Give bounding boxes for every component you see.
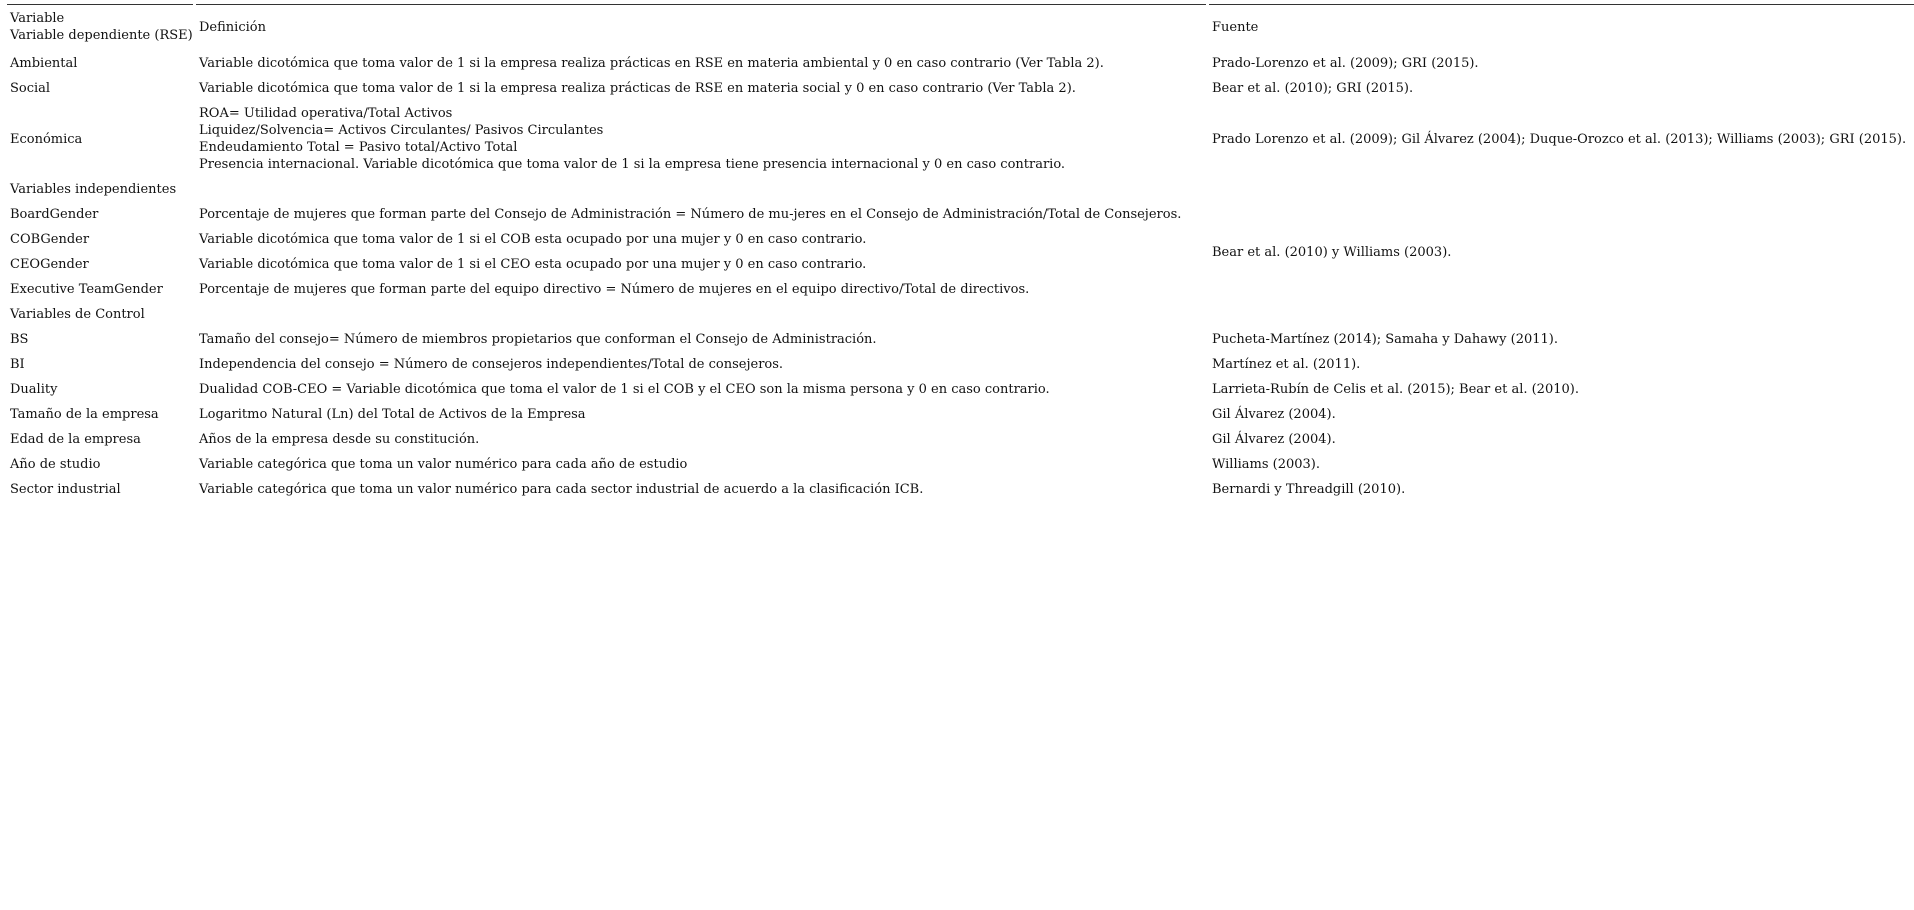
cell-definicion: Dualidad COB-CEO = Variable dicotómica que toma el valor de 1 si el COB y el CEO son la misma persona y 0 en caso contrario. bbox=[199, 382, 1050, 397]
cell-fuente: Larrieta-Rubín de Celis et al. (2015); Bear et al. (2010). bbox=[1212, 382, 1579, 397]
variables-table-container bbox=[4, 4, 1912, 502]
cell-variable: BI bbox=[10, 357, 25, 372]
cell-fuente: Prado-Lorenzo et al. (2009); GRI (2015). bbox=[1212, 56, 1479, 71]
cell-definicion: Variable dicotómica que toma valor de 1 si el COB esta ocupado por una mujer y 0 en caso contrario. bbox=[199, 232, 867, 247]
table-body bbox=[7, 51, 1914, 502]
cell-definicion: Independencia del consejo = Número de consejeros independientes/Total de consejeros. bbox=[199, 357, 784, 372]
cell-definicion: Logaritmo Natural (Ln) del Total de Activos de la Empresa bbox=[199, 407, 586, 422]
variables-table bbox=[4, 4, 1914, 502]
cell-definicion: Porcentaje de mujeres que forman parte del Consejo de Administración = Número de mu-jeres en el Consejo de Administración/Total de Consejeros. bbox=[199, 207, 1182, 222]
cell-definicion: Variable categórica que toma un valor numérico para cada año de estudio bbox=[199, 457, 688, 472]
cell-variable: Económica bbox=[10, 131, 83, 147]
table-row bbox=[7, 202, 1914, 227]
definicion-line: Liquidez/Solvencia= Activos Circulantes/ Pasivos Circulantes bbox=[199, 123, 604, 138]
cell-fuente: Bear et al. (2010); GRI (2015). bbox=[1212, 81, 1414, 96]
table-row bbox=[7, 402, 1914, 427]
cell-fuente: Pucheta-Martínez (2014); Samaha y Dahawy (2011). bbox=[1212, 332, 1559, 347]
section-label: Variables independientes bbox=[10, 182, 177, 197]
cell-variable: Social bbox=[10, 81, 51, 96]
table-row bbox=[7, 377, 1914, 402]
table-row bbox=[7, 427, 1914, 452]
header-definicion: Definición bbox=[196, 4, 1206, 51]
cell-variable: BoardGender bbox=[10, 207, 99, 222]
cell-fuente: Prado Lorenzo et al. (2009); Gil Álvarez (2004); Duque-Orozco et al. (2013); Williams (2003); GRI (2015). bbox=[1212, 131, 1907, 147]
cell-definicion: Variable dicotómica que toma valor de 1 si la empresa realiza prácticas en RSE en materia ambiental y 0 en caso contrario (Ver Tabla 2). bbox=[199, 56, 1104, 71]
cell-variable: CEOGender bbox=[10, 257, 89, 272]
cell-definicion: Variable dicotómica que toma valor de 1 si la empresa realiza prácticas de RSE en materia social y 0 en caso contrario (Ver Tabla 2). bbox=[199, 81, 1076, 96]
table-row bbox=[7, 51, 1914, 76]
cell-variable: Sector industrial bbox=[10, 482, 121, 497]
header-row bbox=[7, 4, 1914, 51]
table-row bbox=[7, 327, 1914, 352]
header-fuente: Fuente bbox=[1209, 4, 1914, 51]
section-row bbox=[7, 302, 1914, 327]
section-label: Variables de Control bbox=[10, 307, 145, 322]
cell-empty bbox=[196, 302, 1206, 327]
cell-empty bbox=[1209, 177, 1914, 202]
cell-definicion-multiline bbox=[196, 101, 1206, 177]
cell-definicion: Años de la empresa desde su constitución. bbox=[199, 432, 480, 447]
cell-fuente-gender-group: Bear et al. (2010) y Williams (2003). bbox=[1212, 244, 1452, 260]
table-row bbox=[7, 452, 1914, 477]
definicion-line: Presencia internacional. Variable dicotómica que toma valor de 1 si la empresa tiene presencia internacional y 0 en caso contrario. bbox=[199, 157, 1066, 172]
table-row bbox=[7, 352, 1914, 377]
definicion-line: ROA= Utilidad operativa/Total Activos bbox=[199, 106, 453, 121]
cell-empty bbox=[1209, 302, 1914, 327]
cell-empty bbox=[196, 177, 1206, 202]
table-row bbox=[7, 101, 1914, 177]
cell-fuente: Gil Álvarez (2004). bbox=[1212, 432, 1336, 447]
header-variable-line1: Variable bbox=[10, 11, 65, 26]
table-header bbox=[7, 4, 1914, 51]
definicion-line: Endeudamiento Total = Pasivo total/Activo Total bbox=[199, 140, 518, 155]
cell-variable: Tamaño de la empresa bbox=[10, 407, 159, 422]
table-row bbox=[7, 477, 1914, 502]
cell-fuente: Gil Álvarez (2004). bbox=[1212, 407, 1336, 422]
header-variable-line2: Variable dependiente (RSE) bbox=[10, 28, 193, 43]
cell-variable: COBGender bbox=[10, 232, 90, 247]
cell-definicion: Tamaño del consejo= Número de miembros propietarios que conforman el Consejo de Administración. bbox=[199, 332, 877, 347]
cell-variable: BS bbox=[10, 332, 29, 347]
cell-variable: Ambiental bbox=[10, 56, 78, 71]
cell-definicion: Porcentaje de mujeres que forman parte del equipo directivo = Número de mujeres en el equipo directivo/Total de directivos. bbox=[199, 282, 1030, 297]
cell-variable: Año de studio bbox=[10, 457, 101, 472]
cell-fuente: Williams (2003). bbox=[1212, 457, 1321, 472]
header-variable bbox=[7, 4, 193, 51]
cell-definicion: Variable dicotómica que toma valor de 1 si el CEO esta ocupado por una mujer y 0 en caso contrario. bbox=[199, 257, 867, 272]
cell-variable: Edad de la empresa bbox=[10, 432, 141, 447]
cell-definicion: Variable categórica que toma un valor numérico para cada sector industrial de acuerdo a la clasificación ICB. bbox=[199, 482, 924, 497]
cell-fuente: Martínez et al. (2011). bbox=[1212, 357, 1361, 372]
cell-variable: Duality bbox=[10, 382, 58, 397]
table-row bbox=[7, 76, 1914, 101]
cell-variable: Executive TeamGender bbox=[10, 282, 163, 297]
cell-fuente: Bernardi y Threadgill (2010). bbox=[1212, 482, 1406, 497]
section-row bbox=[7, 177, 1914, 202]
